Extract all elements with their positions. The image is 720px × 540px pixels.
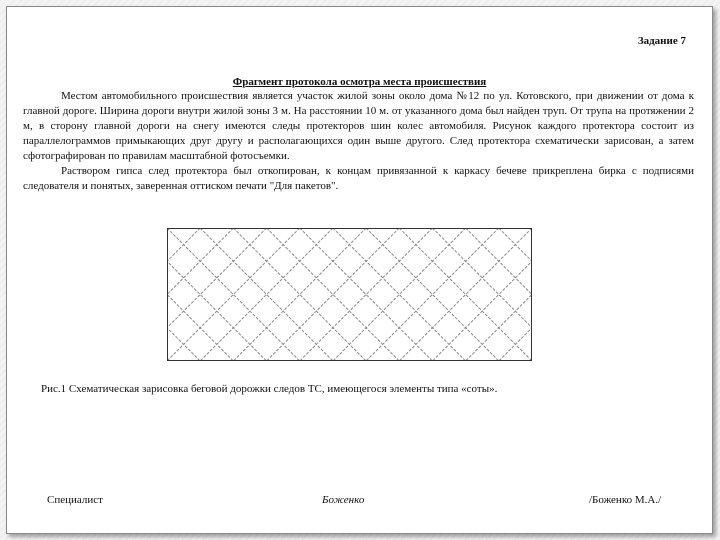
tread-line [499, 228, 532, 361]
tread-line [167, 228, 267, 361]
tread-lattice [167, 228, 532, 361]
tread-line [432, 228, 532, 361]
tread-line [167, 228, 233, 361]
protocol-title: Фрагмент протокола осмотра места происшествия [232, 76, 487, 88]
paragraph-1: Местом автомобильного происшествия является участок жилой зоны около дома №12 по ул. Котовского, при движении от дома к главной дороге. Ширина дороги внутри жилой зоны 3 м. На расстоянии 10 м. от указанного дома был найден труп. От трупа на протяжении 2 м, в сторону главной дороги на снегу имеются следы протекторов шин колес автомобиля. Рисунок каждого протектора состоит из параллелограммов примыкающих друг другу и располагающихся один выше другого. След протектора схематически зарисован, а затем сфотографирован по правилам масштабной фотосъемки. [23, 90, 694, 162]
tread-line [466, 228, 532, 361]
figure-caption: Рис.1 Схематическая зарисовка беговой дорожки следов ТС, имеющегося элементы типа «соты». [41, 383, 498, 395]
tread-line [167, 228, 233, 361]
signature-name: /Боженко М.А./ [589, 494, 662, 506]
tread-line [167, 228, 200, 361]
paragraph-2: Раствором гипса след протектора был откопирован, к концам привязанной к каркасу бечеве прикреплена бирка с подписями следователя и понятых, заверенная оттиском печати "Для пакетов". [23, 165, 694, 192]
document-sheet [6, 6, 713, 534]
protocol-body [23, 89, 694, 194]
tread-line [167, 228, 200, 361]
tread-line [167, 228, 267, 361]
tread-frame [168, 229, 532, 361]
tread-pattern-sketch [167, 228, 532, 361]
tread-line [499, 228, 532, 361]
task-label: Задание 7 [637, 35, 686, 47]
tread-line [432, 228, 532, 361]
signature-role: Специалист [47, 494, 103, 506]
handwritten-signature: Боженко [322, 494, 365, 506]
tread-line [466, 228, 532, 361]
